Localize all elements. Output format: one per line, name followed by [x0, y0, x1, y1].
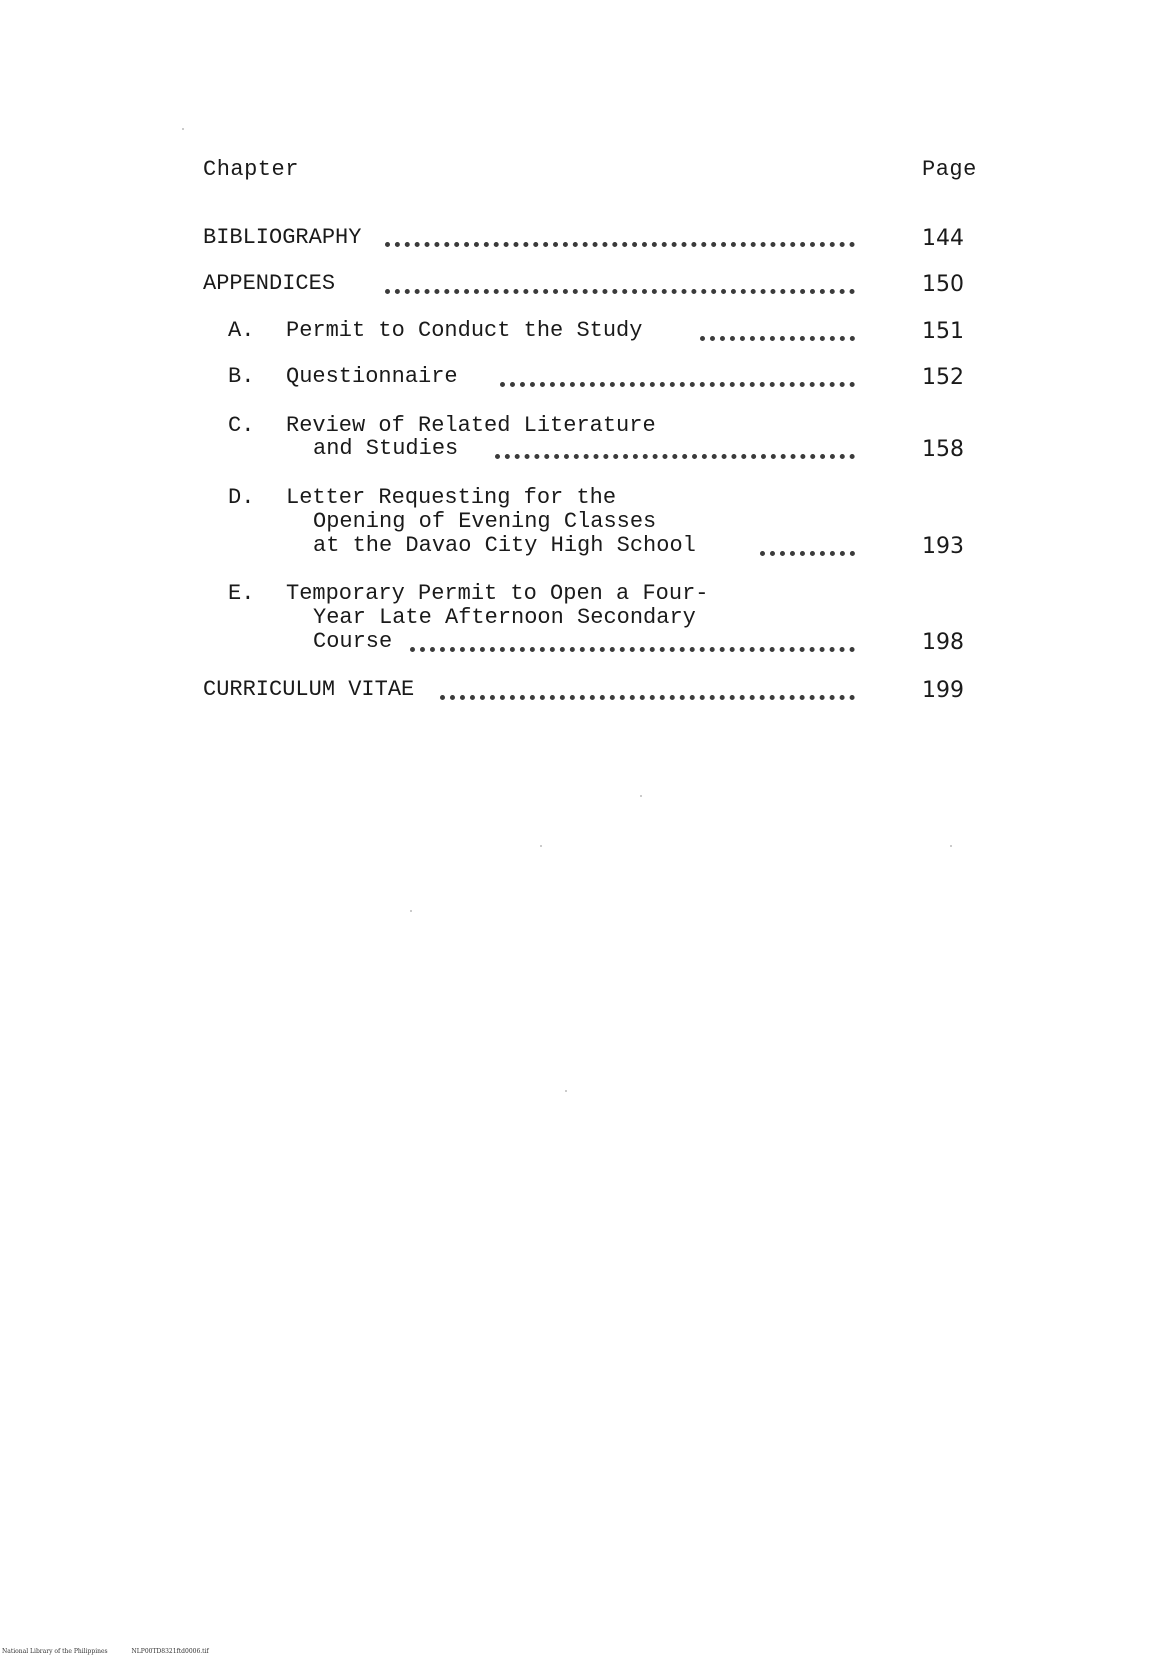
toc-entry-page: 193	[922, 534, 964, 559]
toc-entry-title: Permit to Conduct the Study	[286, 318, 643, 343]
toc-entry-page: 144	[922, 226, 964, 251]
appendix-letter: B.	[228, 364, 255, 389]
appendix-letter: E.	[228, 581, 255, 606]
scan-footer	[2, 1648, 231, 1655]
toc-entry-title-line2: and Studies	[313, 436, 459, 461]
toc-entry-title-line1: Letter Requesting for the	[286, 485, 617, 510]
toc-entry-title-line2: Opening of Evening Classes	[313, 509, 657, 534]
appendix-letter: D.	[228, 485, 255, 510]
toc-entry-page: 158	[922, 437, 964, 462]
appendix-letter: A.	[228, 318, 255, 343]
toc-entry-title: BIBLIOGRAPHY	[203, 225, 362, 250]
dot-leader	[760, 545, 855, 556]
toc-entry-title-line1: Review of Related Literature	[286, 413, 656, 438]
toc-entry-title: Questionnaire	[286, 364, 458, 389]
file-label: NLP00TD8321ftd0006.tif	[131, 1648, 209, 1655]
dot-leader	[495, 448, 855, 459]
scan-speck	[182, 128, 184, 130]
scan-speck	[565, 1090, 567, 1092]
toc-entry-title: CURRICULUM VITAE	[203, 677, 415, 702]
library-label: National Library of the Philippines	[2, 1648, 108, 1655]
dot-leader	[385, 283, 855, 294]
toc-entry-page: 199	[922, 678, 964, 703]
toc-entry-title-line2: Year Late Afternoon Secondary	[313, 605, 696, 630]
toc-entry-page: 198	[922, 630, 964, 655]
toc-entry-page: 150	[922, 272, 964, 297]
scan-speck	[950, 845, 952, 847]
toc-entry-title: APPENDICES	[203, 271, 336, 296]
page-header: Page	[922, 157, 977, 182]
dot-leader	[385, 236, 855, 247]
scan-speck	[410, 910, 412, 912]
toc-entry-page: 152	[922, 365, 964, 390]
dot-leader	[440, 689, 855, 700]
toc-entry-title-line3: at the Davao City High School	[313, 533, 696, 558]
toc-entry-page: 151	[922, 319, 964, 344]
chapter-header: Chapter	[203, 157, 299, 182]
toc-entry-title-line1: Temporary Permit to Open a Four-	[286, 581, 709, 606]
dot-leader	[410, 641, 855, 652]
toc-entry-title-line3: Course	[313, 629, 393, 654]
dot-leader	[700, 330, 855, 341]
scan-speck	[640, 795, 642, 797]
dot-leader	[500, 376, 855, 387]
appendix-letter: C.	[228, 413, 255, 438]
scan-speck	[540, 845, 542, 847]
